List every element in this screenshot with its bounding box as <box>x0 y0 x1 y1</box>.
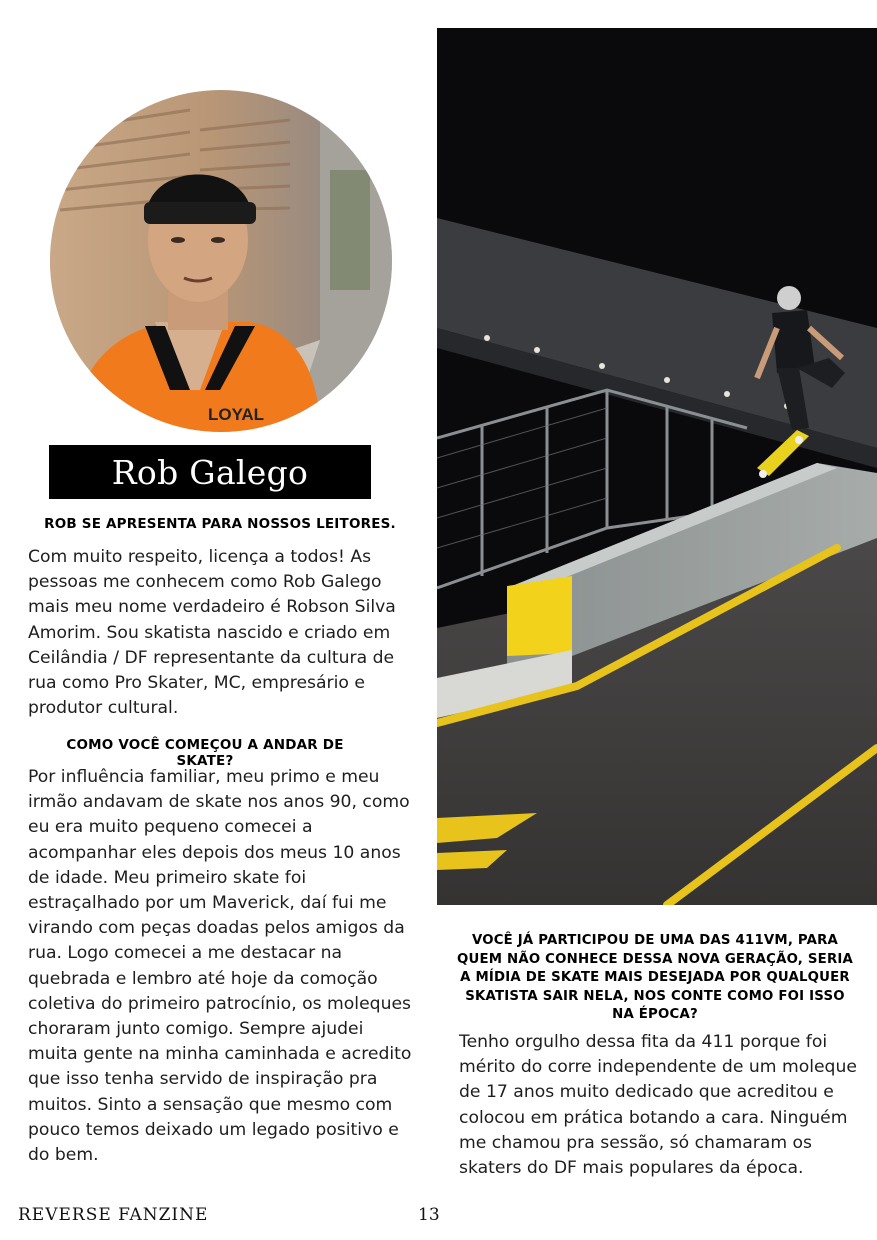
question-heading-2: COMO VOCÊ COMEÇOU A ANDAR DE SKATE? <box>66 737 344 769</box>
magazine-title: REVERSE FANZINE <box>18 1205 209 1225</box>
answer-paragraph-1: Com muito respeito, licença a todos! As pessoas me conhecem como Rob Galego mais meu nome verdadeiro é Robson Silva Amorim. Sou skatista nascido e criado em Ceilândia / DF representante da cultura de rua como Pro Skater, MC, empresário e produtor cultural. <box>28 547 396 719</box>
answer-paragraph-3: Tenho orgulho dessa fita da 411 porque foi mérito do corre independente de um moleque de 17 anos muito dedicado que acreditou e colocou em prática botando a cara. Ninguém me chamou pra sessão, só chamaram os skaters do DF mais populares da época. <box>459 1032 857 1179</box>
page-number: 13 <box>418 1205 440 1225</box>
skate-action-photo <box>437 28 877 905</box>
question-heading-1: ROB SE APRESENTA PARA NOSSOS LEITORES. <box>44 516 396 532</box>
question-heading-3: VOCÊ JÁ PARTICIPOU DE UMA DAS 411VM, PARA QUEM NÃO CONHECE DESSA NOVA GERAÇÃO, SERIA A MÍDIA DE SKATE MAIS DESEJADA POR QUALQUER SKATISTA SAIR NELA, NOS CONTE COMO FOI ISSO NA ÉPOCA? <box>456 933 854 1023</box>
portrait-photo <box>50 90 392 432</box>
shirt-logo: LOYAL <box>208 405 265 424</box>
answer-paragraph-2: Por influência familiar, meu primo e meu irmão andavam de skate nos anos 90, como eu era muito pequeno comecei a acompanhar eles depois dos meus 10 anos de idade. Meu primeiro skate foi estraçalhado por um Maverick, daí fui me virando com peças doadas pelos amigos da rua. Logo comecei a me destacar na quebrada e lembro até hoje da comoção coletiva do primeiro patrocínio, os moleques choraram junto comigo. Sempre ajudei muita gente na minha caminhada e acredito que isso tenha servido de inspiração pra muitos. Sinto a sensação que mesmo com pouco temos deixado um legado positivo e do bem. <box>28 767 412 1166</box>
profile-name: Rob Galego <box>111 452 309 492</box>
name-banner <box>49 445 371 499</box>
